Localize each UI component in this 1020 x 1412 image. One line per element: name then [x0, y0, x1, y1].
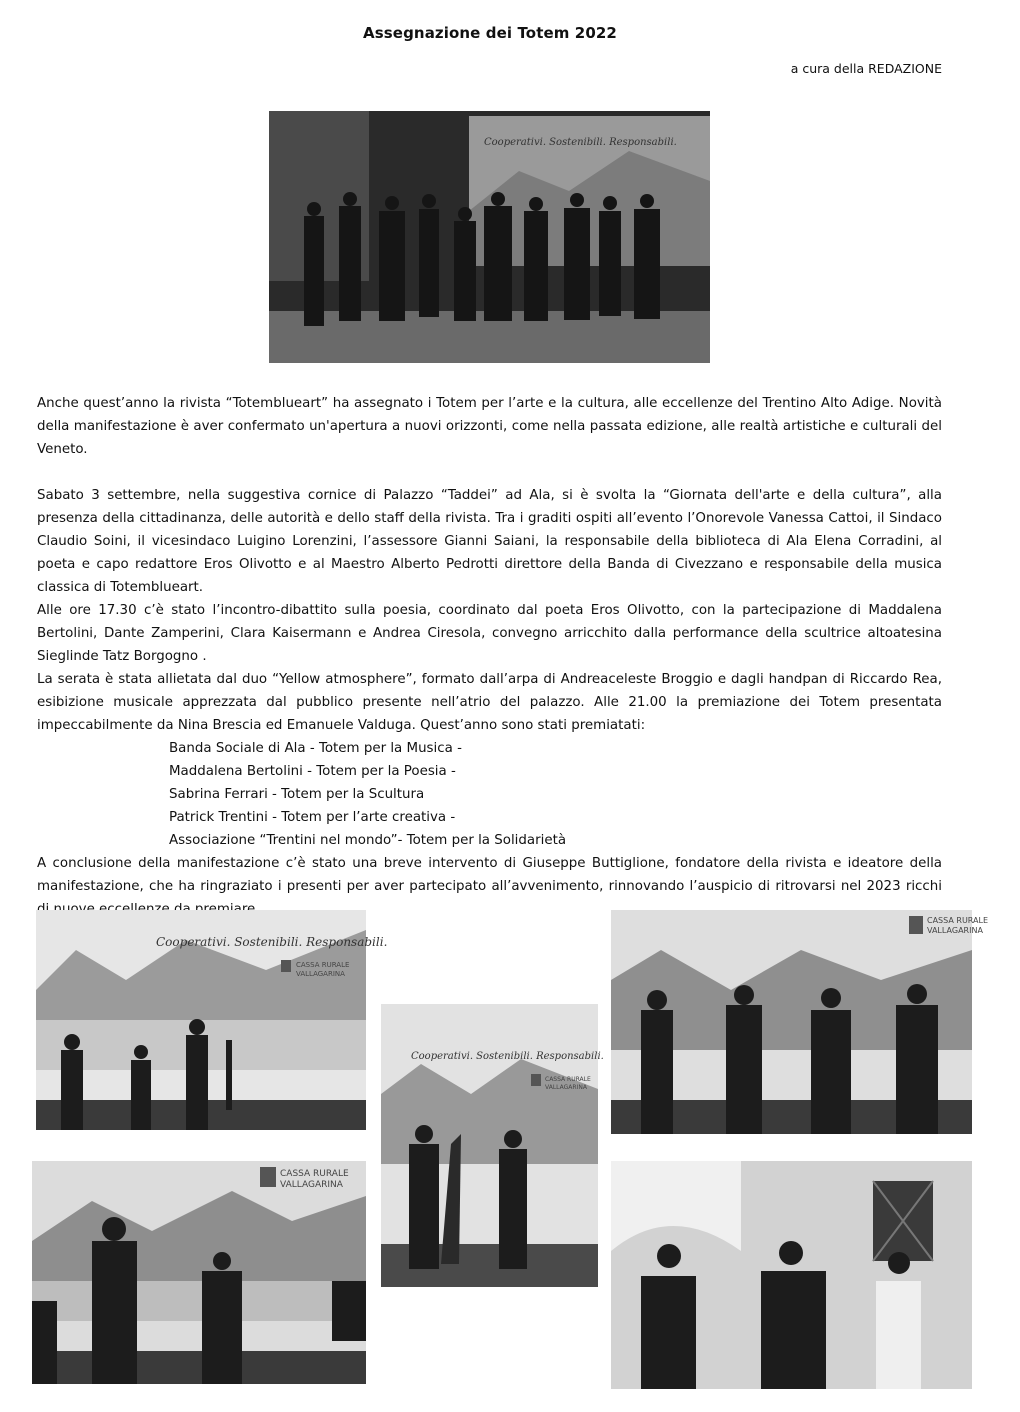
- event-photo-harp: [381, 1004, 604, 1287]
- award-item: Sabrina Ferrari - Totem per la Scultura: [169, 787, 425, 802]
- article-body: [37, 392, 942, 921]
- photo-brand-text: VALLAGARINA: [545, 1084, 587, 1091]
- group-photo: [269, 111, 710, 363]
- award-item: Maddalena Bertolini - Totem per la Poesia -: [169, 764, 456, 779]
- event-photo-stage-left: [36, 910, 388, 1130]
- photo-brand-text: VALLAGARINA: [927, 926, 983, 935]
- article-paragraph-conclusion: A conclusione della manifestazione c’è stato una breve intervento di Giuseppe Buttiglione, fondatore della rivista e ideatore della manifestazione, che ha ringraziato i presenti per aver partecipato all’avvenimento, rinnovando l’auspicio di ritrovarsi nel 2023 ricchi: [37, 856, 942, 894]
- page-title: Assegnazione dei Totem 2022: [363, 24, 617, 42]
- photo-brand-text: CASSA RURALE: [545, 1076, 591, 1083]
- event-photo-courtyard: [611, 1161, 972, 1389]
- photo-brand-text: VALLAGARINA: [280, 1180, 343, 1190]
- photo-banner-text: Cooperativi. Sostenibili. Responsabili.: [156, 935, 388, 949]
- award-item: Associazione “Trentini nel mondo”- Totem per la Solidarietà: [169, 833, 567, 848]
- byline: a cura della REDAZIONE: [790, 61, 942, 76]
- article-paragraph-event: Sabato 3 settembre, nella suggestiva cornice di Palazzo “Taddei” ad Ala, si è svolta la “Giornata dell'arte e della cultura”, alla presenza della cittadinanza, delle autorità e dello staff della rivista. Tra i graditi ospiti all’evento l’Onorevole Vanessa Cattoi, il Sindaco Claudio Soini, il vicesindaco Luigino Lorenzini, l’assessore Gianni Saiani, la responsabile della biblioteca di Ala Elena Corradini, al poeta e capo redattore Eros Olivotto e al Maestro Alberto Pedrotti direttore della Banda di Civezzano e responsabile della musica classica di Totemblueart.: [37, 488, 942, 595]
- awards-list: [37, 737, 942, 852]
- photo-brand-text: CASSA RURALE: [927, 916, 989, 925]
- event-photo-speakers: [32, 1161, 366, 1384]
- photo-banner-text: Cooperativi. Sostenibili. Responsabili.: [411, 1051, 604, 1062]
- award-item: Banda Sociale di Ala - Totem per la Musica -: [169, 741, 462, 756]
- event-photo-award-winners: [611, 910, 989, 1134]
- photo-brand-text: CASSA RURALE: [296, 961, 350, 969]
- article-paragraph-intro: Anche quest’anno la rivista “Totemblueart” ha assegnato i Totem per l’arte e la cultura, alle eccellenze del Trentino Alto Adige. Novità della manifestazione è aver confermato un'apertura a nuovi orizzonti, come nella passata edizione, alle realtà artistiche e culturali del Veneto.: [37, 396, 942, 457]
- group-photo-banner: Cooperativi. Sostenibili. Responsabili.: [484, 137, 677, 148]
- article-paragraph-poetry: Alle ore 17.30 c’è stato l’incontro-dibattito sulla poesia, coordinato dal poeta Eros Olivotto, con la partecipazione di Maddalena Bertolini, Dante Zamperini, Clara Kaisermann e Andrea Ciresola, convegno arricchito dalla performance della scultrice altoatesina Sieglinde Tatz Borgogno .: [37, 603, 942, 664]
- article-paragraph-evening: La serata è stata allietata dal duo “Yellow atmosphere”, formato dall’arpa di Andreaceleste Broggio e dagli handpan di Riccardo Rea, esibizione musicale apprezzata dal pubblico presente nell’atrio del palazzo. Alle 21.00 la premiazione dei Totem presentata impeccabilmente da Nina Brescia ed Emanuele Valduga. Quest’anno sono stati premiatati:: [37, 672, 942, 733]
- photo-brand-text: CASSA RURALE: [280, 1169, 349, 1179]
- photo-brand-text: VALLAGARINA: [296, 970, 345, 978]
- award-item: Patrick Trentini - Totem per l’arte creativa -: [169, 810, 456, 825]
